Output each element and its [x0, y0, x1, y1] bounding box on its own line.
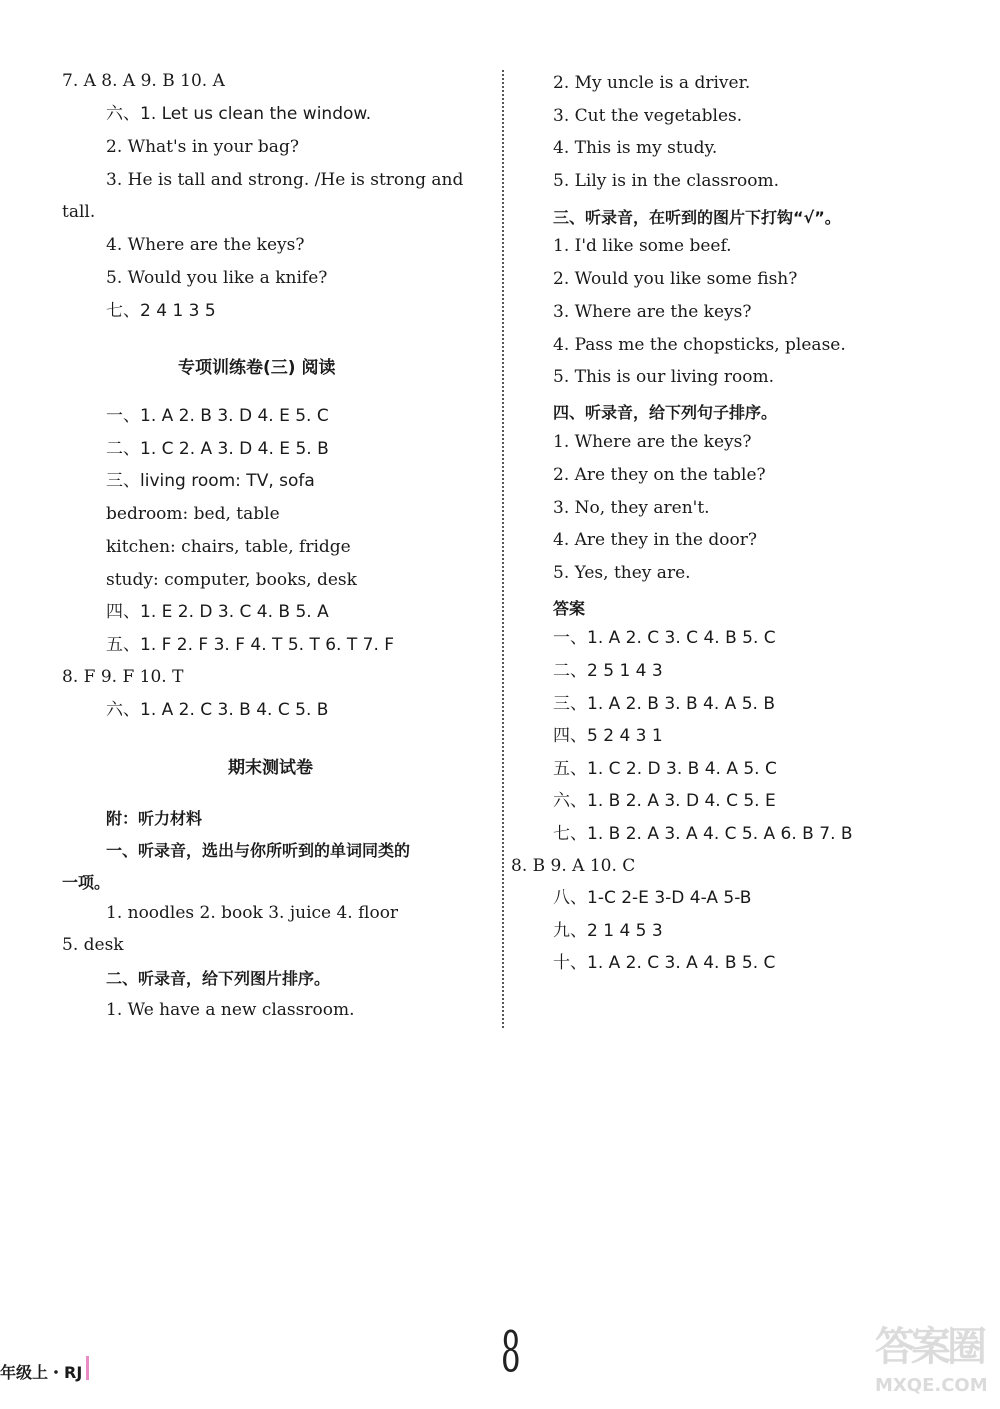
text-line: 一、1. A 2. C 3. C 4. B 5. C: [553, 628, 776, 648]
text-line: 四、5 2 4 3 1: [553, 726, 663, 746]
text-line: 2. Would you like some fish?: [553, 269, 798, 289]
text-line: 5. This is our living room.: [553, 367, 775, 387]
text-line: 7. A 8. A 9. B 10. A: [62, 71, 225, 91]
grade-label: 年级上・RJ: [0, 1363, 83, 1382]
text-line: bedroom: bed, table: [106, 504, 280, 524]
text-line: 八、1-C 2-E 3-D 4-A 5-B: [553, 888, 752, 908]
text-line: 1. I'd like some beef.: [553, 236, 732, 256]
text-line: 二、1. C 2. A 3. D 4. E 5. B: [106, 439, 329, 459]
text-line: 5. Yes, they are.: [553, 563, 691, 583]
text-line: 2. My uncle is a driver.: [553, 73, 751, 93]
text-line: 七、2 4 1 3 5: [106, 301, 216, 321]
text-line: 5. Lily is in the classroom.: [553, 171, 780, 191]
text-line: 2. Are they on the table?: [553, 465, 766, 485]
instruction: 二、听录音，给下列图片排序。: [106, 969, 331, 988]
section-heading: 答案: [553, 599, 586, 618]
text-line: 一、1. A 2. B 3. D 4. E 5. C: [106, 406, 329, 426]
text-line: 3. Where are the keys?: [553, 302, 752, 322]
column-divider: [502, 70, 504, 1028]
text-line: tall.: [62, 202, 96, 222]
text-line: 3. He is tall and strong. /He is strong and: [106, 170, 464, 190]
text-line: 4. Where are the keys?: [106, 235, 305, 255]
watermark-logo: [875, 1315, 993, 1403]
instruction: 一、听录音，选出与你所听到的单词同类的: [106, 841, 411, 860]
text-line: 4. This is my study.: [553, 138, 718, 158]
page-number: 8: [501, 1320, 521, 1385]
subheading: 附：听力材料: [106, 809, 203, 828]
watermark-text: 答案圈: [875, 1324, 983, 1370]
text-line: 3. Cut the vegetables.: [553, 106, 743, 126]
text-line: 三、living room: TV, sofa: [106, 471, 315, 491]
text-line: 8. B 9. A 10. C: [511, 856, 636, 876]
text-line: 三、1. A 2. B 3. B 4. A 5. B: [553, 694, 775, 714]
section-heading: 专项训练卷(三) 阅读: [178, 358, 336, 378]
text-line: 3. No, they aren't.: [553, 498, 710, 518]
text-line: study: computer, books, desk: [106, 570, 357, 590]
text-line: 5. desk: [62, 935, 124, 955]
section-heading: 期末测试卷: [228, 758, 313, 778]
text-line: 四、1. E 2. D 3. C 4. B 5. A: [106, 602, 329, 622]
text-line: 六、1. A 2. C 3. B 4. C 5. B: [106, 700, 329, 720]
text-line: 1. We have a new classroom.: [106, 1000, 355, 1020]
text-line: 七、1. B 2. A 3. A 4. C 5. A 6. B 7. B: [553, 824, 853, 844]
text-line: 4. Pass me the chopsticks, please.: [553, 335, 846, 355]
instruction: 四、听录音，给下列句子排序。: [553, 403, 778, 422]
text-line: 2. What's in your bag?: [106, 137, 299, 157]
text-line: kitchen: chairs, table, fridge: [106, 537, 351, 557]
text-line: 六、1. B 2. A 3. D 4. C 5. E: [553, 791, 776, 811]
text-line: 五、1. F 2. F 3. F 4. T 5. T 6. T 7. F: [106, 635, 395, 655]
text-line: 五、1. C 2. D 3. B 4. A 5. C: [553, 759, 777, 779]
text-line: 8. F 9. F 10. T: [62, 667, 184, 687]
text-line: 4. Are they in the door?: [553, 530, 757, 550]
footer-accent-bar: [86, 1356, 89, 1380]
text-line: 九、2 1 4 5 3: [553, 921, 663, 941]
instruction: 三、听录音，在听到的图片下打钩“√”。: [553, 208, 841, 227]
watermark-url: MXQE.COM: [875, 1375, 988, 1396]
text-line: 5. Would you like a knife?: [106, 268, 328, 288]
text-line: 1. noodles 2. book 3. juice 4. floor: [106, 903, 399, 923]
text-line: 十、1. A 2. C 3. A 4. B 5. C: [553, 953, 776, 973]
instruction: 一项。: [62, 873, 111, 892]
text-line: 1. Where are the keys?: [553, 432, 752, 452]
text-line: 二、2 5 1 4 3: [553, 661, 663, 681]
text-line: 六、1. Let us clean the window.: [106, 104, 372, 124]
